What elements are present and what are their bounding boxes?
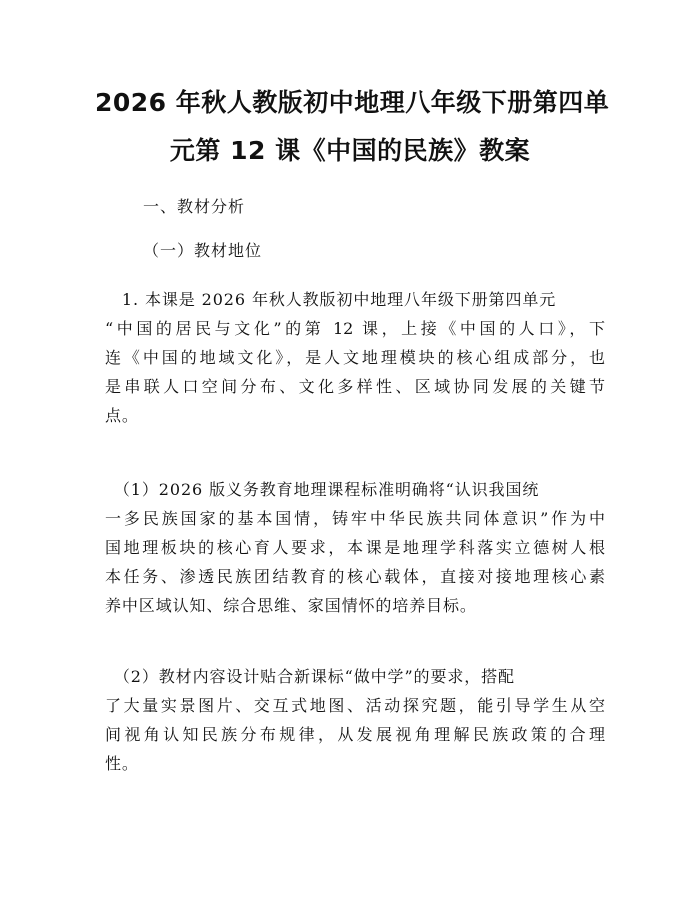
paragraph-line: 1. 本课是 2026 年秋人教版初中地理八年级下册第四单元: [105, 290, 557, 309]
paragraph-line: “中国的居民与文化”的第 12 课，上接《中国的人口》，下: [105, 319, 605, 338]
paragraph-line: 一多民族国家的基本国情，铸牢中华民族共同体意识”作为中: [105, 509, 605, 528]
paragraph-line: 本任务、渗透民族团结教育的核心载体，直接对接地理核心素: [105, 567, 605, 586]
paragraph-line: 了大量实景图片、交互式地图、活动探究题，能引导学生从空: [105, 696, 605, 715]
paragraph-line: 是串联人口空间分布、文化多样性、区域协同发展的关键节: [105, 377, 605, 396]
subsection-heading: （一）教材地位: [143, 241, 263, 260]
paragraph-line: 养中区域认知、综合思维、家国情怀的培养目标。: [105, 596, 477, 615]
paragraph-line: 间视角认知民族分布规律，从发展视角理解民族政策的合理: [105, 725, 605, 744]
paragraph-line: 国地理板块的核心育人要求，本课是地理学科落实立德树人根: [105, 538, 605, 557]
paragraph-2: [105, 475, 605, 620]
paragraph-line: 性。: [105, 754, 139, 773]
section-heading: 一、教材分析: [143, 197, 246, 216]
paragraph-3: [105, 662, 605, 778]
paragraph-1: [105, 285, 605, 430]
paragraph-line: （1）2026 版义务教育地理课程标准明确将“认识我国统: [105, 480, 540, 499]
paragraph-line: （2）教材内容设计贴合新课标“做中学”的要求，搭配: [105, 667, 515, 686]
paragraph-line: 点。: [105, 406, 139, 425]
document-title-line-2: 元第 12 课《中国的民族》教案: [169, 136, 531, 165]
paragraph-line: 连《中国的地域文化》，是人文地理模块的核心组成部分，也: [105, 348, 605, 367]
document-title-line-1: 2026 年秋人教版初中地理八年级下册第四单: [95, 88, 610, 117]
